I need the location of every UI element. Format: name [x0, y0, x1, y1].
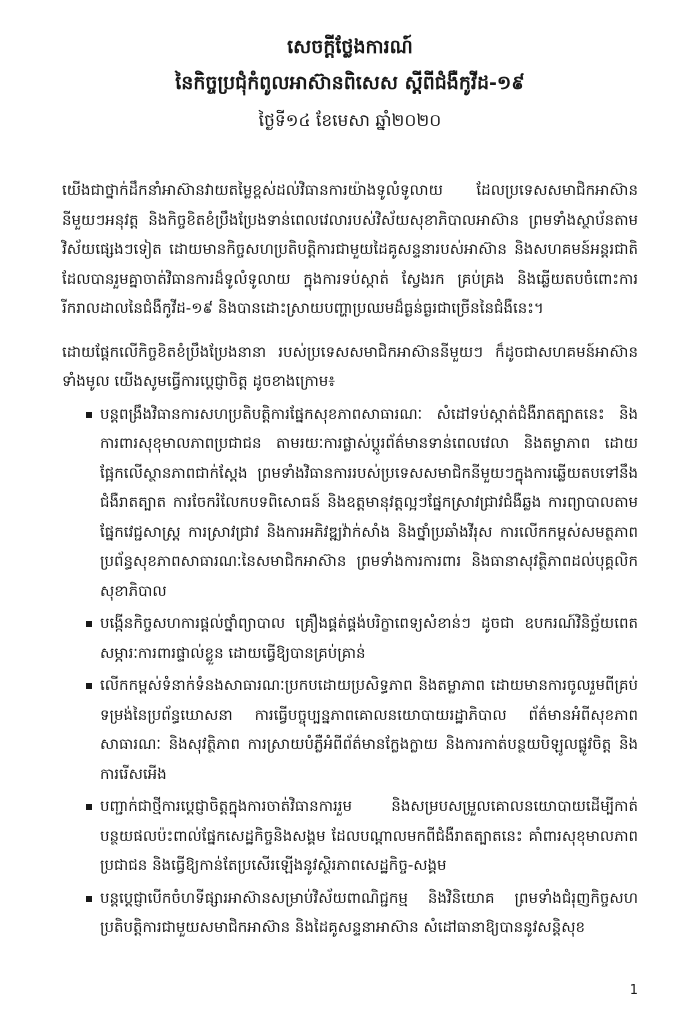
list-item — [86, 792, 638, 881]
list-item — [86, 400, 638, 607]
document-title: សេចក្ដីថ្លែងការណ៍ — [287, 36, 413, 58]
list-item-text: លើកកម្ពស់ទំនាក់ទំនងសាធារណៈប្រកបដោយប្រសិទ្ធភាព និងតម្លាភាព ដោយមានការចូលរួមពីគ្រប់ទម្រង់នៃប្រព័ន្ធឃោសនា ការធ្វើបច្ចុប្បន្នភាពគោលនយោបាយរដ្ឋាភិបាល ព័ត៌មានអំពីសុខភាពសាធារណៈ និងសុវត្ថិភាព ការស្រាយបំភ្លឺអំពីព័ត៌មានក្លែងក្លាយ និងការកាត់បន្ថយបិឡូលផ្លូវចិត្ត និងការរើសអើង — [100, 676, 638, 783]
list-item-text: បញ្ជាក់ជាថ្មីការប្ដេជ្ញាចិត្តក្នុងការចាត់វិធានការរួម និងសម្របសម្រួលគោលនយោបាយដើម្បីកាត់បន្ថយផលប៉ះពាល់ផ្នែកសេដ្ឋកិច្ចនិងសង្គម ដែលបណ្ដាលមកពីជំងឺរាតត្បាតនេះ គាំពារសុខុមាលភាពប្រជាជន និងធ្វើឱ្យកាន់តែប្រសើរឡើងនូវស្ថិរភាពសេដ្ឋកិច្ច-សង្គម — [100, 797, 638, 874]
list-item-text: បង្កើនកិច្ចសហការផ្ដល់ថ្នាំព្យាបាល គ្រឿងផ្គត់ផ្គង់បរិក្ខាពេទ្យសំខាន់ៗ ដូចជា ឧបករណ៍វិនិច្ឆ័យពេត សម្ភារៈការពារផ្ទាល់ខ្លួន ដោយធ្វើឱ្យបានគ្រប់គ្រាន់ — [100, 614, 638, 662]
document-subtitle: នៃកិច្ចប្រជុំកំពូលអាស៊ានពិសេស ស្ដីពីជំងឺកូវីដ-១៩ — [175, 72, 525, 94]
commitment-list — [62, 400, 638, 943]
list-item — [86, 609, 638, 668]
bullet-square-icon — [86, 804, 92, 810]
bullet-square-icon — [86, 621, 92, 627]
document-date: ថ្ងៃទី១៤ ខែមេសា ឆ្នាំ២០២០ — [258, 111, 442, 131]
bullet-square-icon — [86, 896, 92, 902]
bullet-square-icon — [86, 412, 92, 418]
paragraph-intro: យើងជាថ្នាក់ដឹកនាំអាស៊ានវាយតម្លៃខ្ពស់ដល់វិធានការយ៉ាងទូលំទូលាយ ដែលប្រទេសសមាជិកអាស៊ាននីមួយៗអនុវត្ត និងកិច្ចខិតខំប្រឹងប្រែងទាន់ពេលវេលារបស់វិស័យសុខាភិបាលអាស៊ាន ព្រមទាំងស្ថាប័នតាមវិស័យផ្សេងៗទៀត ដោយមានកិច្ចសហប្រតិបត្តិការជាមួយដៃគូសន្ទនារបស់អាស៊ាន និងសហគមន៍អន្តរជាតិដែលបានរួមគ្នាចាត់វិធានការដ៏ទូលំទូលាយ ក្នុងការទប់ស្កាត់ ស្វែងរក គ្រប់គ្រង និងឆ្លើយតបចំពោះការរីករាលដាលនៃជំងឺកូវីដ-១៩ និងបានដោះស្រាយបញ្ហាប្រឈមដ៏ធ្ងន់ធ្ងរជាច្រើននៃជំងឺនេះ។ — [62, 181, 638, 317]
list-item — [86, 884, 638, 943]
bullet-square-icon — [86, 683, 92, 689]
paragraph-commitment: ដោយផ្ដែកលើកិច្ចខិតខំប្រឹងប្រែងនានា របស់ប្រទេសសមាជិកអាស៊ាននីមួយៗ ក៏ដូចជាសហគមន៍អាស៊ានទាំងមូល យើងសូមធ្វើការប្ដេជ្ញាចិត្ត ដូចខាងក្រោម៖ — [62, 342, 638, 390]
list-item — [86, 671, 638, 789]
page-number: 1 — [629, 983, 638, 998]
list-item-text: បន្តពង្រឹងវិធានការសហប្រតិបត្តិការផ្នែកសុខភាពសាធារណៈ សំដៅទប់ស្កាត់ជំងឺរាតត្បាតនេះ និងការពារសុខុមាលភាពប្រជាជន តាមរយៈការផ្លាស់ប្ដូរព័ត៌មានទាន់ពេលវេលា និងតម្លាភាព ដោយផ្អែកលើស្ថានភាពជាក់ស្តែង ព្រមទាំងវិធានការរបស់ប្រទេសសមាជិកនីមួយៗក្នុងការឆ្លើយតបទៅនឹងជំងឺរាតត្បាត ការចែករំលែកបទពិសោធន៍ និងឧត្តមានុវត្តល្អៗផ្នែកស្រាវជ្រាវជំងឺឆ្លង ការព្យាបាលតាមផ្នែកវេជ្ជសាស្ត្រ ការស្រាវជ្រាវ និងការអភិវឌ្ឍវ៉ាក់សាំង និងថ្នាំប្រឆាំងវីរុស ការលើកកម្ពស់សមត្ថភាពប្រព័ន្ធសុខភាពសាធារណៈនៃសមាជិកអាស៊ាន ព្រមទាំងការការពារ និងធានាសុវត្ថិភាពដល់បុគ្គលិកសុខាភិបាល — [100, 404, 638, 600]
list-item-text: បន្តប្ដេជ្ញាបើកចំហទីផ្សារអាស៊ានសម្រាប់វិស័យពាណិជ្ជកម្ម និងវិនិយោគ ព្រមទាំងជំរុញកិច្ចសហប្រតិបត្តិការជាមួយសមាជិកអាស៊ាន និងដៃគូសន្ទនាអាស៊ាន សំដៅធានាឱ្យបាននូវសន្តិសុខ — [100, 888, 638, 936]
